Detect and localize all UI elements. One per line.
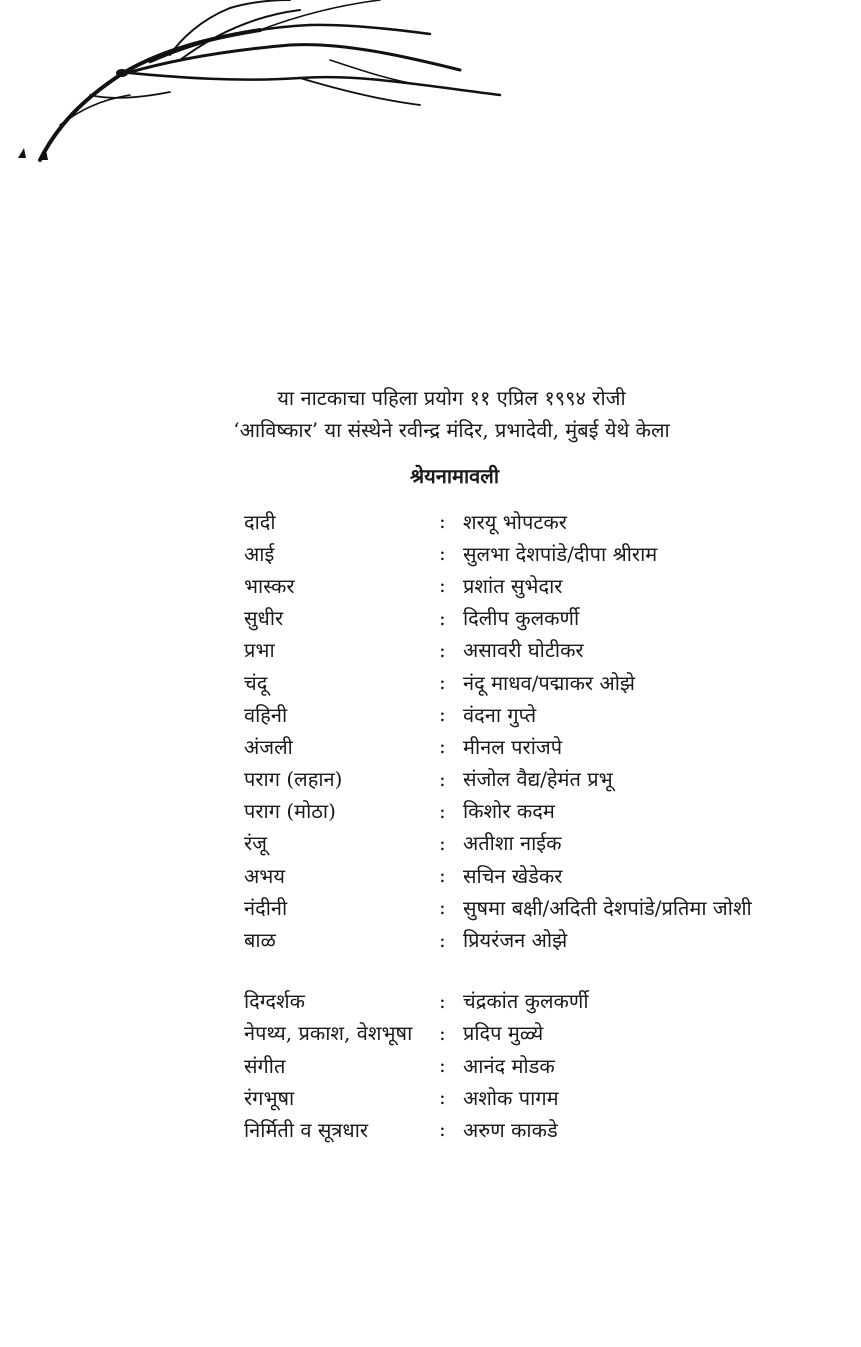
separator: : [439,1117,446,1142]
cast-row [244,602,844,634]
cast-row [244,923,844,955]
person-name: अशोक पागम [463,1085,559,1110]
person-name: प्रियरंजन ओझे [463,928,568,953]
separator: : [439,670,446,695]
credits-list [244,505,844,1146]
separator: : [439,766,446,791]
role-label: नेपथ्य, प्रकाश, वेशभूषा [244,1021,413,1046]
cast-row [244,698,844,730]
intro-paragraph [0,382,861,446]
separator: : [439,1053,446,1078]
role-label: चंदू [244,670,268,695]
separator: : [439,541,446,566]
cast-row [244,827,844,859]
separator: : [439,637,446,662]
cast-row [244,859,844,891]
cast-row [244,891,844,923]
person-name: दिलीप कुलकर्णी [463,606,580,631]
separator: : [439,1085,446,1110]
role-label: रंजू [244,831,268,856]
separator: : [439,895,446,920]
person-name: किशोर कदम [463,799,555,824]
cast-row [244,569,844,601]
separator: : [439,988,446,1013]
cast-row [244,795,844,827]
crew-row [244,1113,844,1145]
person-name: सुलभा देशपांडे/दीपा श्रीराम [463,541,658,566]
person-name: चंद्रकांत कुलकर्णी [463,989,589,1014]
cast-row [244,537,844,569]
person-name: सचिन खेडेकर [463,863,563,888]
separator: : [439,734,446,759]
crew-row [244,985,844,1017]
separator: : [439,605,446,630]
person-name: असावरी घोटीकर [463,638,584,663]
credits-title: श्रेयनामावली [409,464,500,488]
cast-row [244,763,844,795]
crew-row [244,1017,844,1049]
role-label: नंदीनी [244,895,288,920]
person-name: सुषमा बक्षी/अदिती देशपांडे/प्रतिमा जोशी [463,895,752,920]
person-name: प्रशांत सुभेदार [463,573,563,598]
role-label: बाळ [244,928,276,953]
separator: : [439,509,446,534]
role-label: प्रभा [244,638,275,663]
cast-row [244,634,844,666]
role-label: अंजली [244,734,293,759]
person-name: वंदना गुप्ते [463,702,537,727]
role-label: वहिनी [244,702,288,727]
separator: : [439,702,446,727]
role-label: सुधीर [244,606,284,631]
cast-row [244,666,844,698]
separator: : [439,798,446,823]
separator: : [439,573,446,598]
separator: : [439,830,446,855]
role-label: रंगभूषा [244,1085,295,1110]
role-label: भास्कर [244,573,295,598]
separator: : [439,863,446,888]
role-label: अभय [244,863,285,888]
role-label: पराग (लहान) [244,767,343,792]
role-label: संगीत [244,1053,286,1078]
role-label: दादी [244,509,276,534]
branch-illustration [0,0,520,170]
intro-line-2: ‘आविष्कार’ या संस्थेने रवीन्द्र मंदिर, प्रभादेवी, मुंबई येथे केला [233,418,670,442]
cast-row [244,505,844,537]
role-label: आई [244,541,275,566]
person-name: अतीशा नाईक [463,831,562,856]
role-label: पराग (मोठा) [244,799,336,824]
role-label: दिग्दर्शक [244,989,305,1014]
person-name: अरुण काकडे [463,1117,558,1142]
person-name: नंदू माधव/पद्माकर ओझे [463,670,636,695]
separator: : [439,927,446,952]
crew-row [244,1049,844,1081]
intro-line-1: या नाटकाचा पहिला प्रयोग ११ एप्रिल १९९४ रोजी [277,386,626,410]
person-name: आनंद मोडक [463,1053,555,1078]
person-name: मीनल परांजपे [463,734,563,759]
cast-row [244,730,844,762]
person-name: प्रदिप मुळ्ये [463,1021,544,1046]
crew-row [244,1081,844,1113]
separator: : [439,1020,446,1045]
role-label: निर्मिती व सूत्रधार [244,1117,369,1142]
person-name: शरयू भोपटकर [463,509,567,534]
person-name: संजोल वैद्य/हेमंत प्रभू [463,767,613,792]
section-gap [244,956,844,985]
